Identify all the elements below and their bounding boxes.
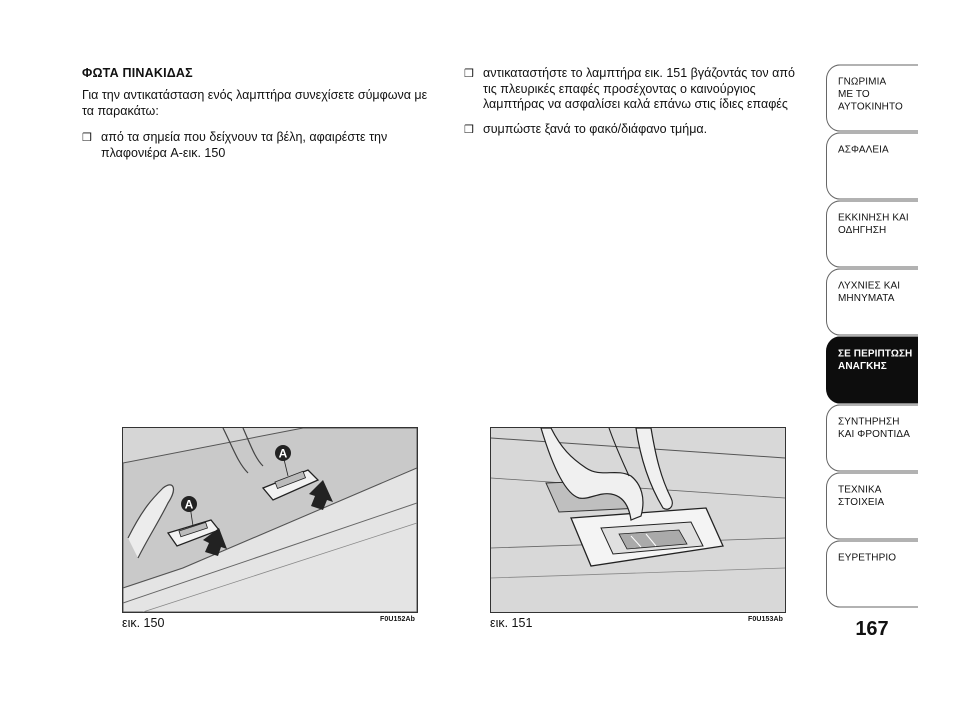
page-number: 167 [855,618,889,640]
chapter-tab-3[interactable] [826,200,918,267]
chapter-tab-8[interactable] [826,540,918,607]
chapter-tab-2[interactable] [826,132,918,199]
step-replace-bulb [464,66,809,113]
step-text: συμπώστε ξανά το φακό/διάφανο τμήμα. [483,122,708,136]
chapter-tab-label-line: ΑΥΤΟΚΙΝΗΤΟ [838,101,903,113]
chapter-tab-label-line: ΣΥΝΤΗΡΗΣΗ [838,415,900,428]
chapter-tab-label-line: ΚΑΙ ΦΡΟΝΤΙΔΑ [838,428,910,441]
callout-label: A [278,446,288,461]
chapter-tab-label-line: ΣΤΟΙΧΕΙΑ [838,496,885,509]
bulb-replacement-drawing [491,428,785,612]
chapter-tab-label-line: ΜΕ ΤΟ [838,88,870,101]
figure-150-illustration [122,427,418,613]
chapter-tab-label-line: ΑΝΑΓΚΗΣ [838,360,887,373]
chapter-tab-label-line: ΓΝΩΡΙΜΙΑ [838,75,887,88]
chapter-tab-label-line: ΕΚΚΙΝΗΣΗ ΚΑΙ [838,211,909,224]
chapter-tab-4[interactable] [826,268,918,335]
figure-151-illustration [490,427,786,613]
bullet-box-icon: ❒ [464,68,474,80]
intro-paragraph: Για την αντικατάσταση ενός λαμπτήρα συνεχίσετε σύμφωνα με τα παρακάτω: [82,88,428,118]
figure-150-code: F0U152Ab [380,616,416,623]
chapter-tab-label-line: ΕΥΡΕΤΗΡΙΟ [838,551,897,564]
chapter-tab-label-line: ΣΕ ΠΕΡΙΠΤΩΣΗ [838,347,913,360]
plate-lights-drawing [123,428,417,612]
chapter-tab-5[interactable] [826,336,918,403]
chapter-tab-label-line: ΛΥΧΝΙΕΣ ΚΑΙ [838,279,901,292]
step-remove-lamp-housing [82,130,442,161]
chapter-tab-7[interactable] [826,472,918,539]
chapter-tab-label-line: ΑΣΦΑΛΕΙΑ [838,143,889,156]
step-text: αντικαταστήστε το λαμπτήρα εικ. 151 βγάζοντάς τον από τις πλευρικές επαφές προσέχοντας ο καινούργιος λαμπτήρας να ασφαλίσει καλά επάνω στις ίδιες επαφές [483,66,795,111]
chapter-tab-label-line: ΤΕΧΝΙΚΑ [838,483,882,496]
step-text: από τα σημεία που δείχνουν τα βέλη, αφαιρέστε την πλαφονιέρα A-εικ. 150 [101,130,388,160]
chapter-tab-1[interactable] [826,64,918,131]
callout-label: A [184,497,194,512]
bullet-box-icon: ❒ [464,124,474,136]
bullet-box-icon: ❒ [82,132,92,144]
chapter-tab-6[interactable] [826,404,918,471]
step-refit-lens [464,122,809,138]
section-title: ΦΩΤΑ ΠΙΝΑΚΙΔΑΣ [82,66,193,80]
figure-151-caption: εικ. 151 [490,616,533,630]
chapter-tab-label-line: ΜΗΝΥΜΑΤΑ [838,292,895,305]
figure-151-code: F0U153Ab [748,616,784,623]
figure-150-caption: εικ. 150 [122,616,165,630]
chapter-tab-label-line: ΟΔΗΓΗΣΗ [838,224,887,237]
